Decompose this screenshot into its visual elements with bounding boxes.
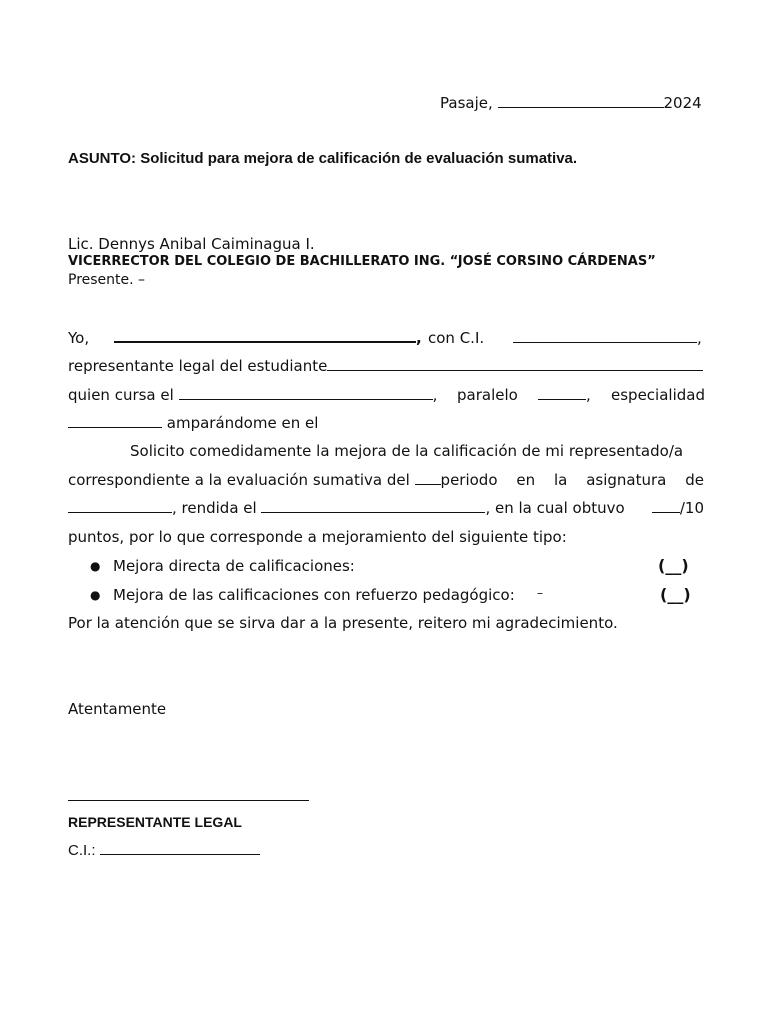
- body-line-3-a: quien cursa el ,: [68, 386, 438, 404]
- p2-line-3: , rendida el , en la cual obtuvo /10: [68, 499, 704, 517]
- body-line-4: amparándome en el: [68, 414, 318, 432]
- option-2-dash: –: [537, 586, 543, 600]
- date-blank: [498, 106, 664, 108]
- bullet-icon: ●: [90, 588, 101, 602]
- periodo-blank: [415, 483, 441, 485]
- ci-blank: ,: [513, 329, 702, 347]
- recipient-greeting: Presente. –: [68, 272, 146, 288]
- closing: Por la atención que se sirva dar a la presente, reitero mi agradecimiento.: [68, 614, 618, 632]
- body-line-2: representante legal del estudiante: [68, 357, 703, 375]
- signoff: Atentamente: [68, 700, 167, 718]
- subject: ASUNTO: Solicitud para mejora de calificación de evaluación sumativa.: [68, 150, 578, 167]
- paralelo-label: paralelo: [457, 386, 518, 404]
- option-1-label: Mejora directa de calificaciones:: [113, 557, 355, 575]
- recipient-title: VICERRECTOR DEL COLEGIO DE BACHILLERATO ING. “JOSÉ CORSINO CÁRDENAS”: [68, 254, 656, 269]
- signature-ci-blank: [100, 853, 260, 855]
- option-1-checkbox[interactable]: (__): [658, 556, 689, 575]
- paralelo-blank: ,: [538, 386, 591, 404]
- place-date: [440, 94, 702, 112]
- bullet-icon: ●: [90, 559, 101, 573]
- especialidad-label: especialidad: [611, 386, 705, 404]
- signature-ci: C.I.:: [68, 842, 260, 859]
- body-line-1: Yo,: [68, 329, 90, 347]
- especialidad-blank: [68, 426, 162, 428]
- city: Pasaje,: [440, 94, 493, 112]
- year: 2024: [663, 94, 702, 112]
- signature-role: REPRESENTANTE LEGAL: [68, 814, 242, 830]
- recipient-name: Lic. Dennys Anibal Caiminagua I.: [68, 235, 315, 253]
- p2-line-2: correspondiente a la evaluación sumativa del periodo en la asignatura de: [68, 471, 704, 489]
- p2-line-4: puntos, por lo que corresponde a mejoramiento del siguiente tipo:: [68, 528, 567, 546]
- option-2-checkbox[interactable]: (__): [660, 585, 691, 604]
- ci-label: con C.I.: [428, 329, 485, 347]
- signature-line: [68, 800, 309, 801]
- nota-blank: [652, 511, 680, 513]
- course-blank: [179, 398, 433, 400]
- name-blank: ,: [114, 329, 422, 347]
- student-blank: [327, 369, 703, 371]
- p2-line-1: Solicito comedidamente la mejora de la calificación de mi representado/a: [130, 442, 684, 460]
- fecha-blank: [261, 511, 485, 513]
- asignatura-blank: [68, 511, 172, 513]
- option-2-label: Mejora de las calificaciones con refuerzo pedagógico:: [113, 586, 515, 604]
